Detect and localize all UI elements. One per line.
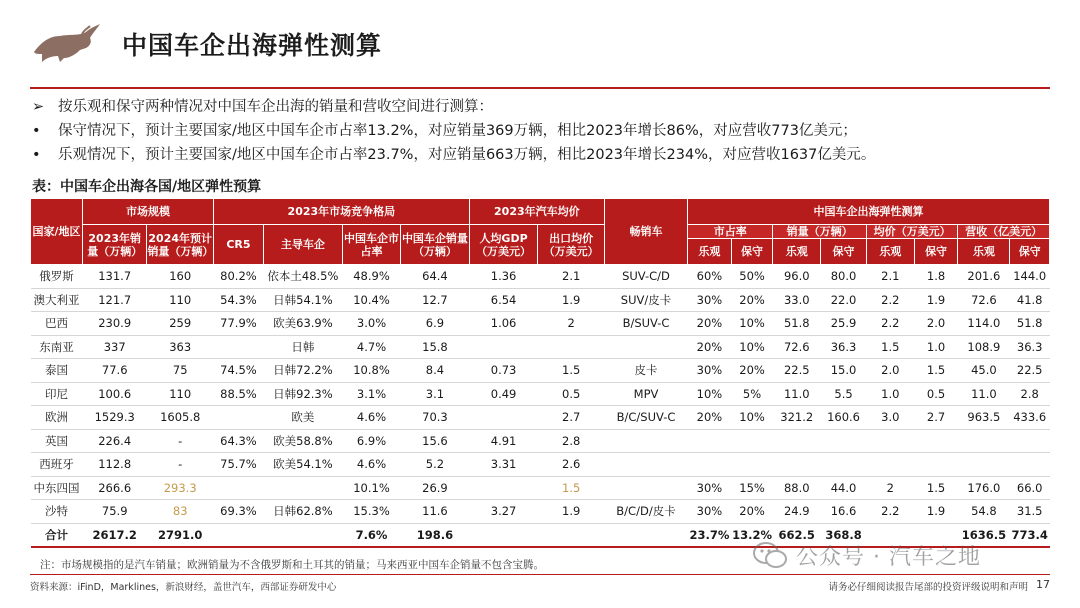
cell-r2: 41.8	[1010, 288, 1050, 312]
header-price: 2023年汽车均价	[469, 199, 604, 225]
cell-gdp: 0.49	[469, 382, 538, 406]
cell-exp: 2.1	[538, 265, 605, 289]
table-row	[31, 406, 1050, 430]
cell-name: 俄罗斯	[31, 265, 83, 289]
cell-cr5: 77.9%	[213, 312, 263, 336]
footer-divider	[30, 574, 1050, 575]
cell-name: 泰国	[31, 359, 83, 383]
table-note: 注：市场规模指的是汽车销量；欧洲销量为不含俄罗斯和土耳其的销量；马来西亚中国车企销量不包含宝腾。	[40, 559, 544, 571]
cell-m1: 30%	[688, 500, 732, 524]
total-m2: 13.2%	[731, 523, 773, 547]
cell-exp: 2.6	[538, 453, 605, 477]
total-s23: 2617.2	[82, 523, 146, 547]
header-revenue: 营收（亿美元）	[958, 225, 1050, 239]
cell-p1: 3.0	[866, 406, 914, 430]
cell-exp: 0.5	[538, 382, 605, 406]
cell-p2	[914, 429, 958, 453]
cell-car: SUV/皮卡	[604, 288, 687, 312]
cell-name: 欧洲	[31, 406, 83, 430]
cell-p1: 2.1	[866, 265, 914, 289]
cell-cr5: 54.3%	[213, 288, 263, 312]
cell-cnv: 3.1	[401, 382, 470, 406]
bullet-item	[32, 143, 1052, 167]
cell-v2: 5.5	[821, 382, 867, 406]
cell-m2: 10%	[731, 312, 773, 336]
cell-m2	[731, 453, 773, 477]
bullet-item	[32, 119, 1052, 143]
header-cn-sales: 中国车企销量（万辆）	[401, 225, 470, 265]
bullet-text: 乐观情况下，预计主要国家/地区中国车企市占率23.7%，对应销量663万辆，相比2023年增长234%，对应营收1637亿美元。	[58, 147, 876, 163]
total-v2: 368.8	[821, 523, 867, 547]
bullet-text: 保守情况下，预计主要国家/地区中国车企市占率13.2%，对应销量369万辆，相比2023年增长86%，对应营收773亿美元；	[58, 123, 857, 139]
cell-cnv: 15.6	[401, 429, 470, 453]
header-con: 保守	[914, 239, 958, 265]
cell-r2: 2.8	[1010, 382, 1050, 406]
cell-p2: 1.9	[914, 288, 958, 312]
cell-cnv: 26.9	[401, 476, 470, 500]
cell-cr5: 69.3%	[213, 500, 263, 524]
table-row	[31, 476, 1050, 500]
total-v1: 662.5	[773, 523, 821, 547]
cell-p2: 2.7	[914, 406, 958, 430]
total-car	[604, 523, 687, 547]
cell-car: SUV-C/D	[604, 265, 687, 289]
summary-bullets	[32, 95, 1052, 167]
cell-name: 澳大利亚	[31, 288, 83, 312]
cell-cnv: 8.4	[401, 359, 470, 383]
title-divider	[30, 87, 1050, 89]
header-avg-price: 均价（万美元）	[866, 225, 957, 239]
cell-s24: 110	[147, 382, 214, 406]
cell-main: 欧美58.8%	[263, 429, 342, 453]
cell-p2: 0.5	[914, 382, 958, 406]
cell-s23: 131.7	[82, 265, 146, 289]
cell-v2: 22.0	[821, 288, 867, 312]
cell-v1	[773, 453, 821, 477]
cell-v2	[821, 453, 867, 477]
cell-m2: 20%	[731, 288, 773, 312]
cell-s24: 293.3	[147, 476, 214, 500]
table-row	[31, 359, 1050, 383]
cell-exp: 2.7	[538, 406, 605, 430]
table-row	[31, 429, 1050, 453]
cell-cr5	[213, 406, 263, 430]
cell-v1: 11.0	[773, 382, 821, 406]
cell-r1: 72.6	[958, 288, 1010, 312]
header-cr5: CR5	[213, 225, 263, 265]
cell-name: 英国	[31, 429, 83, 453]
cell-main	[263, 476, 342, 500]
cell-car: 皮卡	[604, 359, 687, 383]
cell-m2: 10%	[731, 335, 773, 359]
cell-m1: 60%	[688, 265, 732, 289]
header-main-makers: 主导车企	[263, 225, 342, 265]
cell-r1: 176.0	[958, 476, 1010, 500]
cell-r2: 31.5	[1010, 500, 1050, 524]
cell-p2: 1.5	[914, 359, 958, 383]
cell-m1: 10%	[688, 382, 732, 406]
cell-cnv: 15.8	[401, 335, 470, 359]
bullet-item	[32, 95, 1052, 119]
cell-m1: 30%	[688, 288, 732, 312]
header-share: 市占率	[688, 225, 773, 239]
cell-s24: -	[147, 429, 214, 453]
cell-v2: 44.0	[821, 476, 867, 500]
cell-exp: 1.5	[538, 476, 605, 500]
cell-m1: 20%	[688, 335, 732, 359]
cell-main: 日韩72.2%	[263, 359, 342, 383]
table-caption: 表：中国车企出海各国/地区弹性预算	[32, 179, 262, 195]
cell-exp: 1.9	[538, 288, 605, 312]
total-exp	[538, 523, 605, 547]
cell-name: 印尼	[31, 382, 83, 406]
cell-p1: 2.2	[866, 312, 914, 336]
cell-cns: 4.6%	[342, 406, 400, 430]
cell-cns: 15.3%	[342, 500, 400, 524]
header-market-size: 市场规模	[82, 199, 213, 225]
cell-r1: 963.5	[958, 406, 1010, 430]
cell-s24: 75	[147, 359, 214, 383]
total-name: 合计	[31, 523, 83, 547]
cell-s23: 112.8	[82, 453, 146, 477]
wechat-icon	[752, 541, 788, 571]
dot-bullet-icon: •	[32, 123, 41, 139]
cell-cns: 4.7%	[342, 335, 400, 359]
cell-m1: 20%	[688, 406, 732, 430]
cell-gdp: 3.31	[469, 453, 538, 477]
cell-v1: 72.6	[773, 335, 821, 359]
cell-main: 欧美54.1%	[263, 453, 342, 477]
cell-p1: 2	[866, 476, 914, 500]
cell-s24: 83	[147, 500, 214, 524]
cell-cnv: 64.4	[401, 265, 470, 289]
cell-r2: 144.0	[1010, 265, 1050, 289]
total-cr5	[213, 523, 263, 547]
cell-s23: 337	[82, 335, 146, 359]
cell-r2: 22.5	[1010, 359, 1050, 383]
cell-gdp	[469, 335, 538, 359]
cell-m1: 20%	[688, 312, 732, 336]
total-main	[263, 523, 342, 547]
table-row	[31, 265, 1050, 289]
cell-gdp	[469, 406, 538, 430]
cell-p2: 1.0	[914, 335, 958, 359]
cell-s24: 160	[147, 265, 214, 289]
cell-s23: 121.7	[82, 288, 146, 312]
cell-gdp: 3.27	[469, 500, 538, 524]
cell-main: 欧美	[263, 406, 342, 430]
cell-cns: 4.6%	[342, 453, 400, 477]
cell-gdp: 0.73	[469, 359, 538, 383]
cell-m2: 10%	[731, 406, 773, 430]
cell-m2	[731, 429, 773, 453]
cell-p1: 1.0	[866, 382, 914, 406]
cell-p2: 2.0	[914, 312, 958, 336]
cell-s24: 259	[147, 312, 214, 336]
cell-cnv: 70.3	[401, 406, 470, 430]
cell-p1: 1.5	[866, 335, 914, 359]
cell-r1	[958, 429, 1010, 453]
header-region: 国家/地区	[31, 199, 83, 265]
dot-bullet-icon: •	[32, 147, 41, 163]
cell-v2: 25.9	[821, 312, 867, 336]
cell-name: 沙特	[31, 500, 83, 524]
cell-cr5: 75.7%	[213, 453, 263, 477]
header-cn-share: 中国车企市占率	[342, 225, 400, 265]
cell-car	[604, 335, 687, 359]
cell-cr5	[213, 335, 263, 359]
header-best-seller: 畅销车	[604, 199, 687, 265]
cell-s23: 77.6	[82, 359, 146, 383]
cell-car	[604, 429, 687, 453]
cell-m1: 30%	[688, 476, 732, 500]
cell-p1	[866, 453, 914, 477]
cell-v1: 321.2	[773, 406, 821, 430]
cell-v2: 15.0	[821, 359, 867, 383]
header-opt: 乐观	[773, 239, 821, 265]
cell-p1	[866, 429, 914, 453]
table-body	[31, 265, 1050, 547]
cell-m2: 50%	[731, 265, 773, 289]
cell-p2: 1.8	[914, 265, 958, 289]
cell-cns: 10.8%	[342, 359, 400, 383]
cell-p2: 1.9	[914, 500, 958, 524]
total-cns: 7.6%	[342, 523, 400, 547]
cell-cns: 6.9%	[342, 429, 400, 453]
cell-v2	[821, 429, 867, 453]
cell-exp: 2.8	[538, 429, 605, 453]
cell-cns: 10.1%	[342, 476, 400, 500]
cell-exp: 2	[538, 312, 605, 336]
cell-main: 日韩	[263, 335, 342, 359]
cell-name: 中东四国	[31, 476, 83, 500]
cell-gdp	[469, 476, 538, 500]
cell-exp: 1.5	[538, 359, 605, 383]
cell-gdp: 1.36	[469, 265, 538, 289]
cell-cr5	[213, 476, 263, 500]
cell-v2: 16.6	[821, 500, 867, 524]
cell-cns: 3.1%	[342, 382, 400, 406]
cell-r1: 108.9	[958, 335, 1010, 359]
cell-main: 日韩62.8%	[263, 500, 342, 524]
cell-m1: 30%	[688, 359, 732, 383]
cell-s24: 1605.8	[147, 406, 214, 430]
cell-m2: 5%	[731, 382, 773, 406]
cell-s24: -	[147, 453, 214, 477]
cell-p1: 2.0	[866, 359, 914, 383]
cell-p2: 1.5	[914, 476, 958, 500]
cell-gdp: 4.91	[469, 429, 538, 453]
cell-s23: 100.6	[82, 382, 146, 406]
header-opt: 乐观	[688, 239, 732, 265]
cell-main: 日韩92.3%	[263, 382, 342, 406]
table-row	[31, 382, 1050, 406]
cell-car: B/C/SUV-C	[604, 406, 687, 430]
page-title: 中国车企出海弹性测算	[122, 31, 383, 60]
cell-v1: 24.9	[773, 500, 821, 524]
cell-m1	[688, 429, 732, 453]
header-sales-2024: 2024年预计销量（万辆）	[147, 225, 214, 265]
cell-r1: 45.0	[958, 359, 1010, 383]
cell-m1	[688, 453, 732, 477]
cell-p1: 2.2	[866, 288, 914, 312]
cell-s23: 1529.3	[82, 406, 146, 430]
elasticity-table	[30, 198, 1050, 548]
cell-r2: 36.3	[1010, 335, 1050, 359]
cell-name: 西班牙	[31, 453, 83, 477]
cell-cr5: 74.5%	[213, 359, 263, 383]
cell-v1	[773, 429, 821, 453]
cell-v2: 80.0	[821, 265, 867, 289]
total-r1: 1636.5	[958, 523, 1010, 547]
header-con: 保守	[821, 239, 867, 265]
cell-s23: 266.6	[82, 476, 146, 500]
cell-name: 巴西	[31, 312, 83, 336]
cell-gdp: 1.06	[469, 312, 538, 336]
cell-m2: 15%	[731, 476, 773, 500]
bull-logo-icon	[30, 22, 102, 64]
cell-s23: 75.9	[82, 500, 146, 524]
cell-r2: 51.8	[1010, 312, 1050, 336]
cell-v1: 96.0	[773, 265, 821, 289]
cell-s23: 230.9	[82, 312, 146, 336]
table-row	[31, 335, 1050, 359]
cell-main: 欧美63.9%	[263, 312, 342, 336]
cell-main: 日韩54.1%	[263, 288, 342, 312]
header-opt: 乐观	[958, 239, 1010, 265]
cell-cns: 3.0%	[342, 312, 400, 336]
cell-cr5: 80.2%	[213, 265, 263, 289]
cell-v1: 88.0	[773, 476, 821, 500]
cell-exp: 1.9	[538, 500, 605, 524]
cell-r1: 11.0	[958, 382, 1010, 406]
header-elasticity: 中国车企出海弹性测算	[688, 199, 1050, 225]
cell-r1: 54.8	[958, 500, 1010, 524]
cell-car: B/C/D/皮卡	[604, 500, 687, 524]
cell-v2: 36.3	[821, 335, 867, 359]
cell-cnv: 6.9	[401, 312, 470, 336]
cell-r1	[958, 453, 1010, 477]
cell-exp	[538, 335, 605, 359]
cell-m2: 20%	[731, 359, 773, 383]
cell-car	[604, 453, 687, 477]
header-export-price: 出口均价（万美元）	[538, 225, 605, 265]
watermark	[752, 540, 981, 571]
cell-v1: 22.5	[773, 359, 821, 383]
cell-cnv: 5.2	[401, 453, 470, 477]
cell-name: 东南亚	[31, 335, 83, 359]
arrow-bullet-icon: ➢	[32, 99, 45, 115]
cell-cns: 10.4%	[342, 288, 400, 312]
cell-s24: 363	[147, 335, 214, 359]
total-cnv: 198.6	[401, 523, 470, 547]
cell-p1: 2.2	[866, 500, 914, 524]
page-number: 17	[1036, 578, 1050, 591]
cell-r2: 433.6	[1010, 406, 1050, 430]
cell-s24: 110	[147, 288, 214, 312]
total-gdp	[469, 523, 538, 547]
bullet-text: 按乐观和保守两种情况对中国车企出海的销量和营收空间进行测算：	[58, 99, 493, 115]
header-sales-2023: 2023年销量（万辆）	[82, 225, 146, 265]
total-r2: 773.4	[1010, 523, 1050, 547]
cell-v1: 33.0	[773, 288, 821, 312]
table-row	[31, 288, 1050, 312]
cell-cr5: 88.5%	[213, 382, 263, 406]
header-con: 保守	[731, 239, 773, 265]
cell-cr5: 64.3%	[213, 429, 263, 453]
header-sales: 销量（万辆）	[773, 225, 867, 239]
cell-v2: 160.6	[821, 406, 867, 430]
cell-r2: 66.0	[1010, 476, 1050, 500]
source-text: 资料来源：iFinD，Marklines，新浪财经，盖世汽车，西部证券研发中心	[30, 582, 337, 593]
cell-cns: 48.9%	[342, 265, 400, 289]
cell-r2	[1010, 429, 1050, 453]
table-row	[31, 312, 1050, 336]
cell-m2: 20%	[731, 500, 773, 524]
cell-gdp: 6.54	[469, 288, 538, 312]
cell-p2	[914, 453, 958, 477]
cell-car: MPV	[604, 382, 687, 406]
cell-car	[604, 476, 687, 500]
table-row	[31, 500, 1050, 524]
cell-r1: 201.6	[958, 265, 1010, 289]
disclaimer-text: 请务必仔细阅读报告尾部的投资评级说明和声明	[828, 582, 1028, 593]
cell-v1: 51.8	[773, 312, 821, 336]
cell-s23: 226.4	[82, 429, 146, 453]
watermark-text: 公众号 · 汽车之地	[796, 545, 981, 570]
header-gdp: 人均GDP（万美元）	[469, 225, 538, 265]
table-row	[31, 453, 1050, 477]
cell-main: 依本土48.5%	[263, 265, 342, 289]
cell-cnv: 11.6	[401, 500, 470, 524]
header-con: 保守	[1010, 239, 1050, 265]
cell-r2	[1010, 453, 1050, 477]
header-opt: 乐观	[866, 239, 914, 265]
cell-car: B/SUV-C	[604, 312, 687, 336]
cell-r1: 114.0	[958, 312, 1010, 336]
total-m1: 23.7%	[688, 523, 732, 547]
total-s24: 2791.0	[147, 523, 214, 547]
header-competition: 2023年市场竞争格局	[213, 199, 469, 225]
cell-cnv: 12.7	[401, 288, 470, 312]
